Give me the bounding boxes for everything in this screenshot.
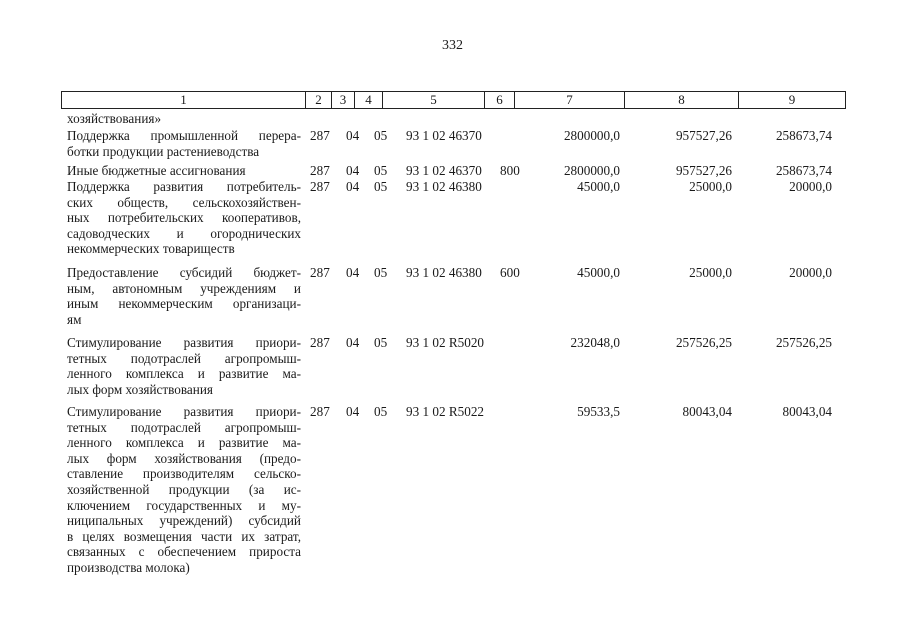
description-line: тетных подотраслей агропромыш-	[67, 419, 301, 435]
cell-col-9: 258673,74	[775, 163, 832, 178]
cell-col-4: 05	[374, 179, 388, 194]
column-header-8: 8	[625, 92, 739, 109]
description-line: некоммерческих товариществ	[67, 241, 235, 257]
cell-col-4: 05	[374, 265, 388, 280]
cell-col-9: 80043,04	[782, 404, 832, 419]
row-description	[67, 335, 301, 397]
description-line: ниципальных учреждений) субсидий	[67, 513, 301, 529]
cell-col-7: 232048,0	[570, 335, 620, 350]
cell-col-2: 287	[310, 265, 330, 280]
cell-col-3: 04	[346, 163, 360, 178]
cell-col-8: 80043,04	[682, 404, 732, 419]
description-line: лых форм хозяйствования (предо-	[67, 450, 301, 466]
cell-col-2: 287	[310, 404, 330, 419]
cell-col-8: 957527,26	[675, 163, 732, 178]
column-header-3: 3	[332, 92, 355, 109]
row-description	[67, 163, 301, 179]
continuation-text: хозяйствования»	[67, 111, 162, 126]
cell-col-8: 25000,0	[689, 179, 732, 194]
cell-col-4: 05	[374, 404, 388, 419]
description-line: Иные бюджетные ассигнования	[67, 163, 246, 178]
description-line: связанных с обеспечением прироста	[67, 544, 301, 560]
cell-col-6: 800	[500, 163, 520, 178]
description-line: Поддержка развития потребитель-	[67, 179, 301, 194]
cell-col-7: 45000,0	[577, 179, 620, 194]
column-header-6: 6	[485, 92, 515, 109]
cell-col-7: 2800000,0	[563, 163, 620, 178]
column-header-9: 9	[739, 92, 846, 109]
description-line: ным, автономным учреждениям и	[67, 280, 301, 296]
page-number: 332	[442, 38, 463, 53]
description-line: иным некоммерческим организаци-	[67, 296, 301, 312]
cell-col-3: 04	[346, 179, 360, 194]
cell-col-4: 05	[374, 163, 388, 178]
description-line: в целях возмещения части их затрат,	[67, 528, 301, 544]
cell-col-4: 05	[374, 128, 388, 143]
description-line: Предоставление субсидий бюджет-	[67, 265, 301, 280]
cell-col-9: 258673,74	[775, 128, 832, 143]
cell-col-6: 600	[500, 265, 520, 280]
description-line: Стимулирование развития приори-	[67, 335, 301, 350]
description-line: Поддержка промышленной перера-	[67, 128, 301, 143]
cell-col-5: 93 1 02 R5022	[406, 404, 485, 419]
cell-col-8: 957527,26	[675, 128, 732, 143]
row-description	[67, 265, 301, 327]
row-description	[67, 179, 301, 257]
cell-col-4: 05	[374, 335, 388, 350]
description-line: ленного комплекса и развитие ма-	[67, 366, 301, 382]
cell-col-9: 20000,0	[789, 265, 832, 280]
description-line: садоводческих и огороднических	[67, 225, 301, 241]
cell-col-5: 93 1 02 46380	[406, 179, 482, 194]
cell-col-9: 257526,25	[775, 335, 832, 350]
cell-col-9: 20000,0	[789, 179, 832, 194]
description-line: лых форм хозяйствования	[67, 381, 213, 397]
cell-col-5: 93 1 02 R5020	[406, 335, 485, 350]
cell-col-5: 93 1 02 46370	[406, 163, 482, 178]
description-line: Стимулирование развития приори-	[67, 404, 301, 419]
cell-col-8: 257526,25	[675, 335, 732, 350]
description-line: ных потребительских кооперативов,	[67, 210, 301, 226]
cell-col-5: 93 1 02 46370	[406, 128, 482, 143]
row-description	[67, 404, 301, 576]
cell-col-2: 287	[310, 335, 330, 350]
column-header-5: 5	[383, 92, 485, 109]
column-header-1: 1	[62, 92, 306, 109]
description-line: ских обществ, сельскохозяйствен-	[67, 194, 301, 210]
description-line: ключением государственных и му-	[67, 497, 301, 513]
column-header-table	[61, 91, 846, 109]
cell-col-3: 04	[346, 335, 360, 350]
cell-col-2: 287	[310, 128, 330, 143]
column-header-2: 2	[306, 92, 332, 109]
description-line: хозяйственной продукции (за ис-	[67, 481, 301, 497]
cell-col-2: 287	[310, 179, 330, 194]
cell-col-7: 2800000,0	[563, 128, 620, 143]
cell-col-3: 04	[346, 265, 360, 280]
description-line: ленного комплекса и развитие ма-	[67, 435, 301, 451]
column-header-7: 7	[515, 92, 625, 109]
cell-col-2: 287	[310, 163, 330, 178]
description-line: ботки продукции растениеводства	[67, 143, 260, 159]
description-line: ям	[67, 311, 82, 327]
cell-col-3: 04	[346, 404, 360, 419]
column-header-4: 4	[355, 92, 383, 109]
row-description	[67, 128, 301, 159]
description-line: производства молока)	[67, 559, 190, 575]
description-line: тетных подотраслей агропромыш-	[67, 350, 301, 366]
cell-col-3: 04	[346, 128, 360, 143]
cell-col-5: 93 1 02 46380	[406, 265, 482, 280]
description-line: ставление производителям сельско-	[67, 466, 301, 482]
cell-col-8: 25000,0	[689, 265, 732, 280]
cell-col-7: 45000,0	[577, 265, 620, 280]
cell-col-7: 59533,5	[577, 404, 620, 419]
